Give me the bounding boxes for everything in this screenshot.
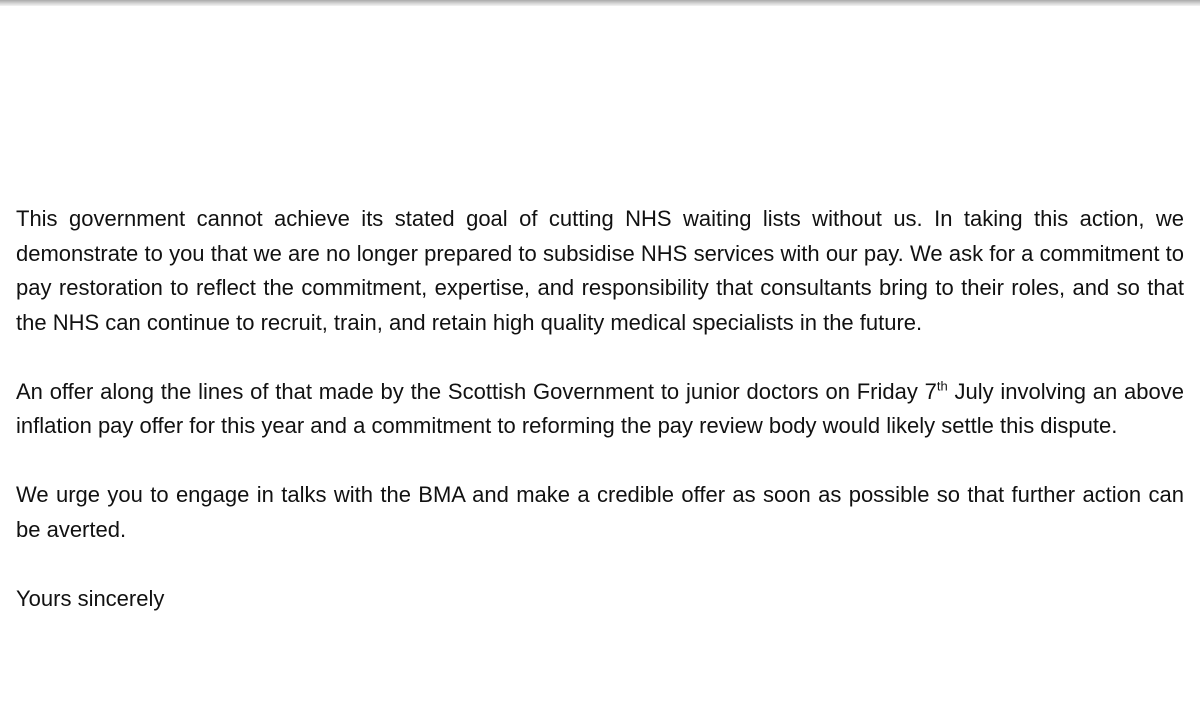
paragraph-scottish-offer-text-end: July involving an above inflation pay offer for this year and a commitment to reforming the pay review body would likely settle this dispute. bbox=[16, 378, 1184, 438]
paragraph-waiting-lists: This government cannot achieve its stated goal of cutting NHS waiting lists without us. In taking this action, we demonstrate to you that we are no longer prepared to subsidise NHS services with our pay. We ask for a commitment to pay restoration to reflect the commitment, expertise, and responsibility that consultants bring to their roles, and so that the NHS can continue to recruit, train, and retain high quality medical specialists in the future. bbox=[16, 206, 1184, 335]
letter-body bbox=[16, 202, 1184, 616]
letter-page bbox=[0, 6, 1200, 710]
paragraph-scottish-offer-text-start: An offer along the lines of that made by the Scottish Government to junior doctors on Friday 7 bbox=[16, 378, 937, 404]
paragraph-urge-talks: We urge you to engage in talks with the BMA and make a credible offer as soon as possible so that further action can be averted. bbox=[16, 482, 1184, 542]
date-ordinal-superscript: th bbox=[936, 378, 948, 394]
closing-salutation: Yours sincerely bbox=[16, 585, 165, 611]
paragraph-scottish-offer bbox=[16, 375, 1184, 444]
